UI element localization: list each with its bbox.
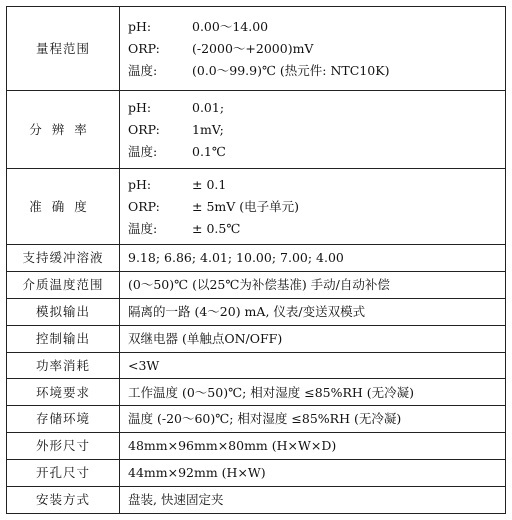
value-line: [128, 38, 505, 60]
row-value: 盘装, 快速固定夹: [120, 487, 506, 514]
table-row: [7, 406, 506, 433]
row-label: 功率消耗: [7, 352, 120, 379]
table-row: [7, 352, 506, 379]
row-label: 安装方式: [7, 487, 120, 514]
row-value: 隔离的一路 (4～20) mA, 仪表/变送双模式: [120, 298, 506, 325]
table-row: [7, 433, 506, 460]
table-row: [7, 460, 506, 487]
value-key: pH:: [128, 18, 152, 34]
value-key: 温度:: [128, 62, 158, 78]
row-label: 环境要求: [7, 379, 120, 406]
value-key: pH:: [128, 176, 152, 192]
value-text: 0.01;: [192, 99, 225, 115]
value-key: ORP:: [128, 40, 160, 56]
row-value: 双继电器 (单触点ON/OFF): [120, 325, 506, 352]
value-text: 0.00～14.00: [192, 18, 269, 34]
row-label: 模拟输出: [7, 298, 120, 325]
value-key: 温度:: [128, 220, 158, 236]
spec-sheet: [6, 6, 506, 514]
row-label: 介质温度范围: [7, 271, 120, 298]
value-key: pH:: [128, 99, 152, 115]
row-value: 工作温度 (0～50)℃; 相对湿度 ≤85%RH (无冷凝): [120, 379, 506, 406]
row-value: 44mm×92mm (H×W): [120, 460, 506, 487]
row-value-cell: [120, 169, 506, 245]
value-text: ± 0.5℃: [192, 220, 241, 236]
value-line: [128, 141, 505, 163]
value-text: 0.1℃: [192, 143, 226, 159]
table-row: [7, 169, 506, 245]
row-value: <3W: [120, 352, 506, 379]
value-key: ORP:: [128, 198, 160, 214]
value-key: 温度:: [128, 143, 158, 159]
value-text: (-2000～+2000)mV: [192, 40, 314, 56]
table-row: [7, 298, 506, 325]
table-row: [7, 91, 506, 169]
table-row: [7, 487, 506, 514]
row-value: 温度 (-20～60)℃; 相对湿度 ≤85%RH (无冷凝): [120, 406, 506, 433]
row-label: 控制输出: [7, 325, 120, 352]
row-label: 分辨率: [7, 91, 120, 169]
row-value: (0～50)℃ (以25℃为补偿基准) 手动/自动补偿: [120, 271, 506, 298]
value-text: 1mV;: [192, 121, 224, 137]
row-label: 支持缓冲溶液: [7, 245, 120, 272]
value-key: ORP:: [128, 121, 160, 137]
table-row: [7, 379, 506, 406]
row-value-cell: [120, 91, 506, 169]
table-row: [7, 271, 506, 298]
value-line: [128, 60, 505, 82]
row-label: 量程范围: [7, 7, 120, 91]
value-line: [128, 218, 505, 240]
value-line: [128, 16, 505, 38]
row-value: 48mm×96mm×80mm (H×W×D): [120, 433, 506, 460]
value-text: ± 5mV (电子单元): [192, 198, 300, 214]
spec-table: [6, 6, 506, 514]
table-row: [7, 325, 506, 352]
value-line: [128, 174, 505, 196]
row-label: 开孔尺寸: [7, 460, 120, 487]
value-line: [128, 97, 505, 119]
row-label: 存储环境: [7, 406, 120, 433]
table-row: [7, 245, 506, 272]
value-line: [128, 196, 505, 218]
row-label: 外形尺寸: [7, 433, 120, 460]
value-line: [128, 119, 505, 141]
value-text: ± 0.1: [192, 176, 227, 192]
value-text: (0.0～99.9)℃ (热元件: NTC10K): [192, 62, 390, 78]
row-value-cell: [120, 7, 506, 91]
row-value: 9.18; 6.86; 4.01; 10.00; 7.00; 4.00: [120, 245, 506, 272]
row-label: 准确度: [7, 169, 120, 245]
table-row: [7, 7, 506, 91]
